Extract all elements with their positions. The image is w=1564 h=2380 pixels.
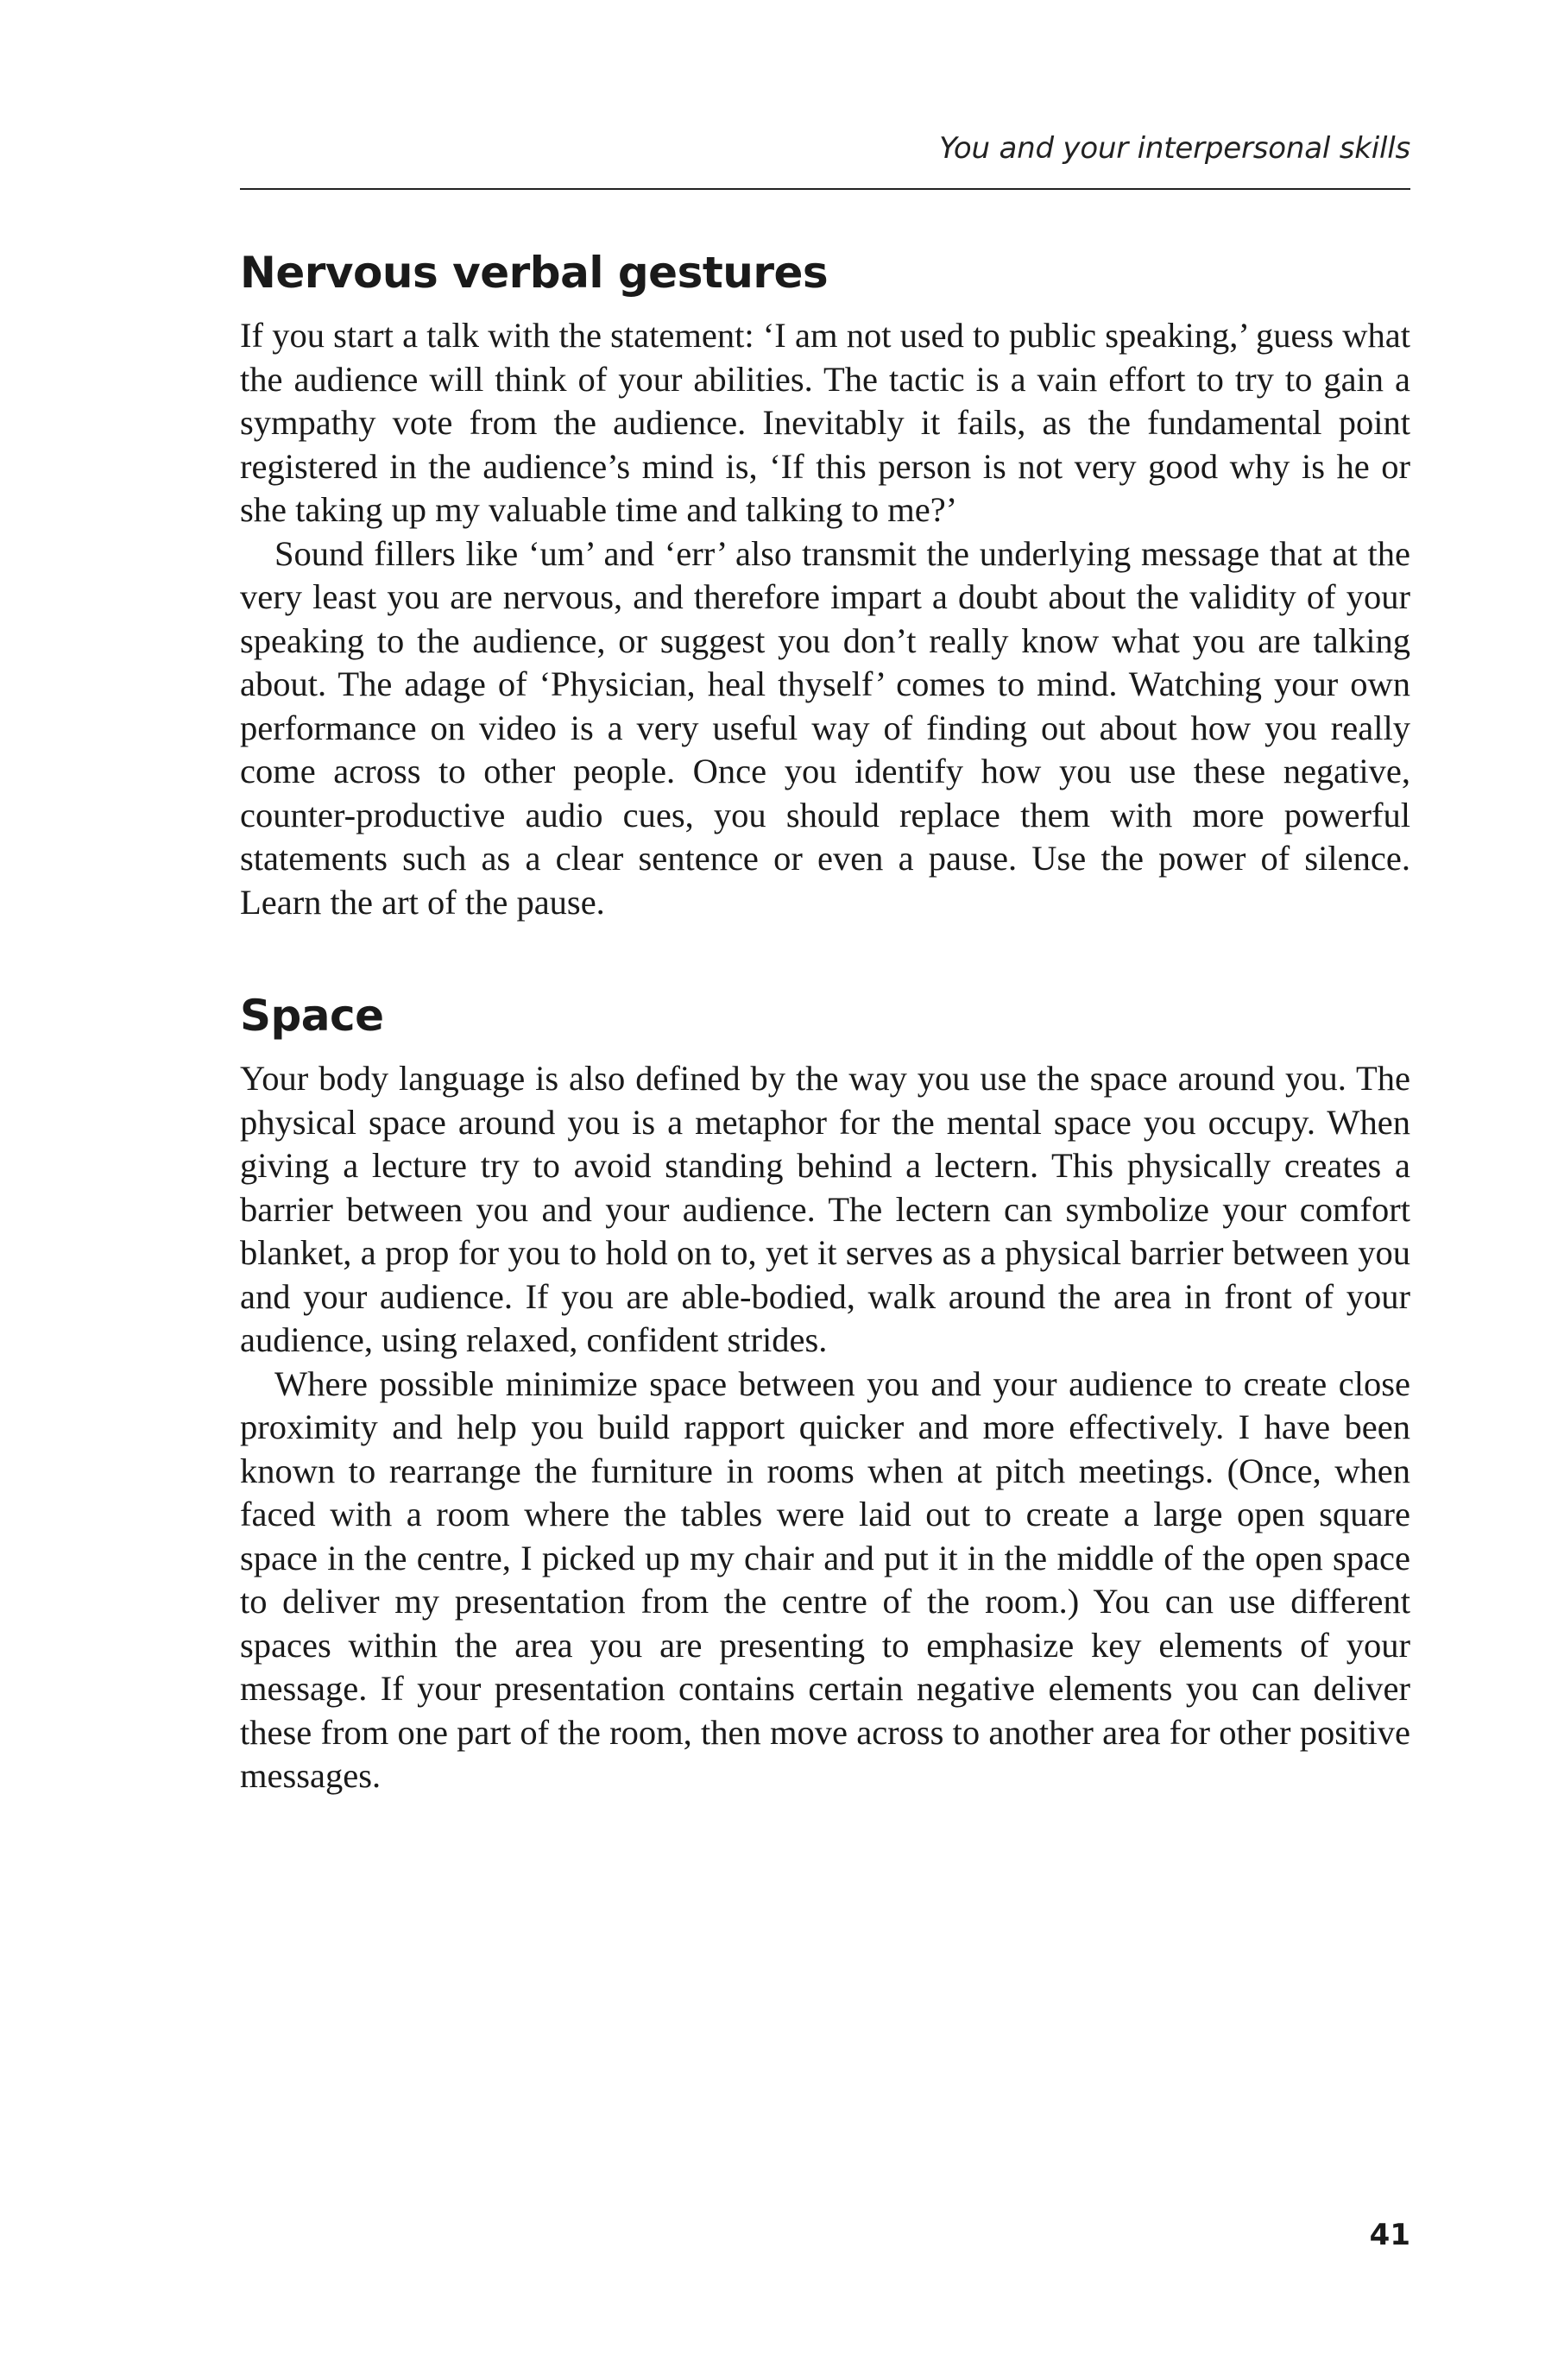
paragraph: If you start a talk with the statement: ‘I am not used to public speaking,’ guess what the audience will think of your abilities. The tactic is a vain effort to try to gain a sympathy vote from the audience. Inevitably it fails, as the fundamental point registered in the audience’s mind is, ‘If this person is not very good why is he or she taking up my valuable time and talking to me?’ <box>240 316 1410 529</box>
header-rule <box>240 188 1410 190</box>
paragraph: Where possible minimize space between you and your audience to create close proximity and help you build rapport quicker and more effectively. I have been known to rearrange the furniture in rooms when at pitch meetings. (Once, when faced with a room where the tables were laid out to create a large open square space in the centre, I picked up my chair and put it in the middle of the open space to deliver my presentation from the centre of the room.) You can use different spaces within the area you are presenting to emphasize key elements of your message. If your presentation contains certain negative elements you can deliver these from one part of the room, then move across to another area for other positive messages. <box>240 1363 1410 1795</box>
running-head: You and your interpersonal skills <box>939 131 1410 166</box>
page-number: 41 <box>1369 2218 1410 2252</box>
paragraph: Your body language is also defined by the way you use the space around you. The physical space around you is a metaphor for the mental space you occupy. When giving a lecture try to avoid standing behind a lectern. This physically creates a barrier between you and your audience. The lectern can symbolize your comfort blanket, a prop for you to hold on to, yet it serves as a physical barrier between you and your audience. If you are able-bodied, walk around the area in front of your audience, using relaxed, confident strides. <box>240 1059 1410 1359</box>
page-body <box>240 242 1410 1798</box>
section-heading: Space <box>240 991 384 1041</box>
section-space <box>240 985 1410 1798</box>
paragraph: Sound fillers like ‘um’ and ‘err’ also transmit the underlying message that at the very least you are nervous, and therefore impart a doubt about the validity of your speaking to the audience, or suggest you don’t really know what you are talking about. The adage of ‘Physician, heal thyself’ comes to mind. Watching your own performance on video is a very useful way of finding out about how you really come across to other people. Once you identify how you use these negative, counter-productive audio cues, you should replace them with more powerful statements such as a clear sentence or even a pause. Use the power of silence. Learn the art of the pause. <box>240 533 1410 922</box>
section-heading: Nervous verbal gestures <box>240 248 829 298</box>
section-nervous-verbal-gestures <box>240 242 1410 924</box>
